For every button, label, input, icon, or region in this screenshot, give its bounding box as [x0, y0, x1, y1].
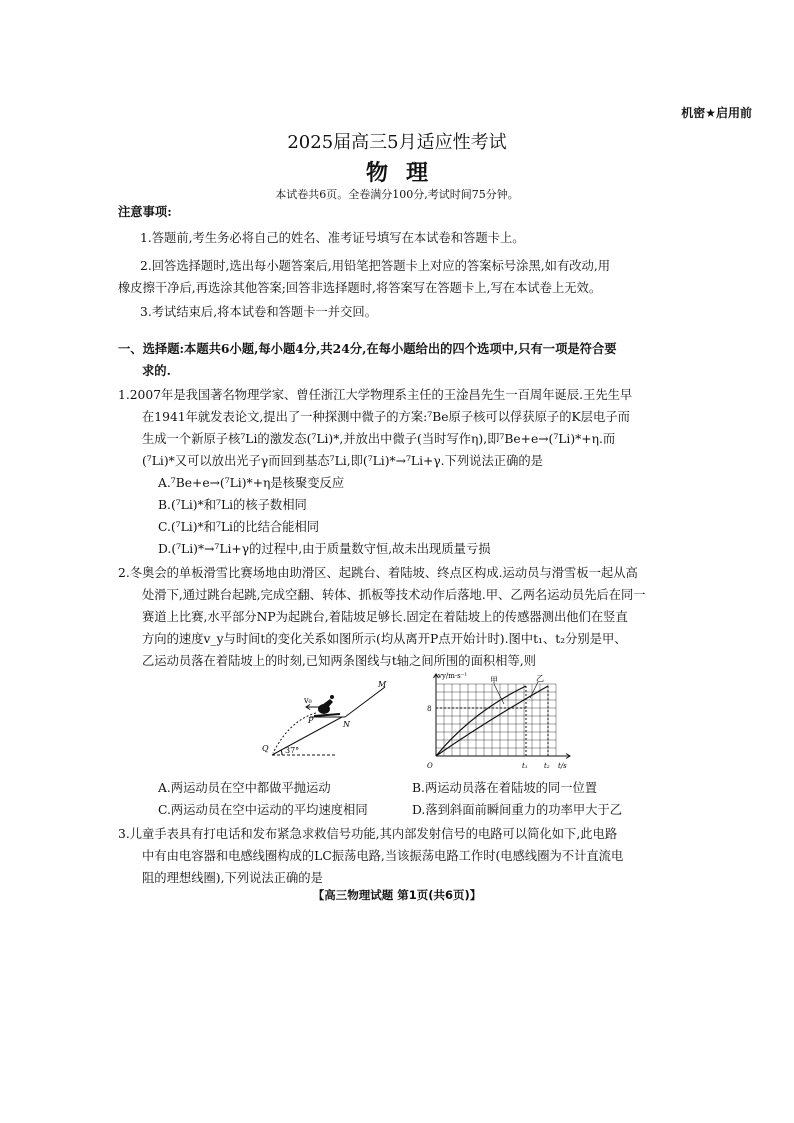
ski-ramp-figure [220, 675, 400, 770]
snowboarder-icon [314, 695, 340, 717]
q1-stem: (⁷Li)*又可以放出光子γ而回到基态⁷Li,即(⁷Li)*→⁷Li+γ.下列说法正确的是 [142, 454, 543, 468]
t-axis-label: t/s [558, 762, 567, 770]
yi-leader [530, 682, 538, 698]
notes-heading: 注意事项: [118, 204, 172, 219]
q2-stem: 乙运动员落在着陆坡上的时刻,已知两条图线与t轴之间所围的面积相等,则 [142, 654, 536, 668]
angle-label: 37° [285, 746, 300, 755]
q1-option-a: A.⁷Be+e→(⁷Li)*+η是核聚变反应 [158, 476, 345, 490]
q2-stem: 方向的速度v_y与时间t的变化关系如图所示(均从离开P点开始计时).图中t₁、t₂分别是甲、 [142, 632, 627, 646]
v0-label: v₀ [304, 696, 312, 705]
q2-stem: 赛道上比赛,水平部分NP为起跳台,着陆坡足够长.固定在着陆坡上的传感器测出他们在竖直 [142, 610, 628, 624]
q2-option-d: D.落到斜面前瞬间重力的功率甲大于乙 [412, 803, 623, 817]
q2-option-b: B.两运动员落在着陆坡的同一位置 [412, 781, 598, 795]
yi-label: 乙 [536, 674, 544, 683]
q3-stem: 3.儿童手表具有打电话和发布紧急求救信号功能,其内部发射信号的电路可以简化如下,此电路 [118, 827, 618, 841]
exam-title: 2025届高三5月适应性考试 [287, 132, 507, 153]
landing-slope [272, 717, 342, 755]
graph-grid [436, 684, 556, 756]
exam-info: 本试卷共6页。全卷满分100分,考试时间75分钟。 [275, 188, 519, 201]
section-heading-cont: 求的. [142, 363, 171, 378]
q1-option-c: C.(⁷Li)*和⁷Li的比结合能相同 [158, 520, 320, 534]
q3-stem: 阻的理想线圈),下列说法正确的是 [142, 871, 323, 885]
angle-arc [281, 750, 282, 755]
q2-option-a: A.两运动员在空中都做平抛运动 [158, 781, 331, 795]
secret-mark: 机密★启用前 [681, 106, 752, 120]
inrun-slope [345, 687, 385, 717]
q1-option-d: D.(⁷Li)*→⁷Li+γ的过程中,由于质量数守恒,故未出现质量亏损 [158, 542, 491, 556]
vy-axis-label: vy/m·s⁻¹ [438, 672, 468, 680]
note-item: 2.回答选择题时,选出每小题答案后,用铅笔把答题卡上对应的答案标号涂黑,如有改动,用 [140, 259, 611, 273]
page-footer: 【高三物理试题 第1页(共6页)】 [312, 888, 482, 902]
q2-stem: 处滑下,通过跳台起跳,完成空翻、转体、抓板等技术动作后落地.甲、乙两名运动员先后在同一 [142, 588, 646, 602]
q1-option-b: B.(⁷Li)*和⁷Li的核子数相同 [158, 498, 307, 512]
q3-stem: 中有由电容器和电感线圈构成的LC振荡电路,当该振荡电路工作时(电感线圈为不计直流电 [142, 849, 624, 863]
q2-option-c: C.两运动员在空中运动的平均速度相同 [158, 803, 368, 817]
note-item: 橡皮擦干净后,再选涂其他答案;回答非选择题时,将答案写在答题卡上,写在本试卷上无效。 [118, 281, 602, 295]
q1-stem: 在1941年就发表论文,提出了一种探测中微子的方案:⁷Be原子核可以俘获原子的K层电子而 [142, 410, 630, 424]
subject-title: 物理 [365, 160, 446, 186]
q1-stem: 生成一个新原子核⁷Li的激发态(⁷Li)*,并放出中微子(当时写作η),即⁷Be+e→(⁷Li)*+η.而 [142, 432, 616, 446]
point-q-label: Q [262, 744, 269, 753]
origin-label: O [427, 762, 433, 770]
note-item: 3.考试结束后,将本试卷和答题卡一并交回。 [140, 305, 377, 319]
t2-label: t₂ [544, 762, 550, 770]
jia-label: 甲 [490, 676, 498, 685]
q1-stem: 1.2007年是我国著名物理学家、曾任浙江大学物理系主任的王淦昌先生一百周年诞辰.王先生早 [118, 388, 633, 402]
section-heading: 一、选择题:本题共6小题,每小题4分,共24分,在每小题给出的四个选项中,只有一项是符合要 [118, 341, 617, 356]
point-n-label: N [343, 720, 350, 729]
tick-8-label: 8 [427, 705, 432, 713]
point-m-label: M [378, 680, 387, 689]
q2-stem: 2.冬奥会的单板滑雪比赛场地由助滑区、起跳台、着陆坡、终点区构成.运动员与滑雪板一起从高 [118, 566, 638, 580]
point-p-label: P [308, 716, 314, 725]
note-item: 1.答题前,考生务必将自己的姓名、准考证号填写在本试卷和答题卡上。 [140, 231, 525, 245]
t1-label: t₁ [522, 762, 528, 770]
vy-t-graph [420, 668, 580, 778]
curve-jia [436, 686, 526, 756]
